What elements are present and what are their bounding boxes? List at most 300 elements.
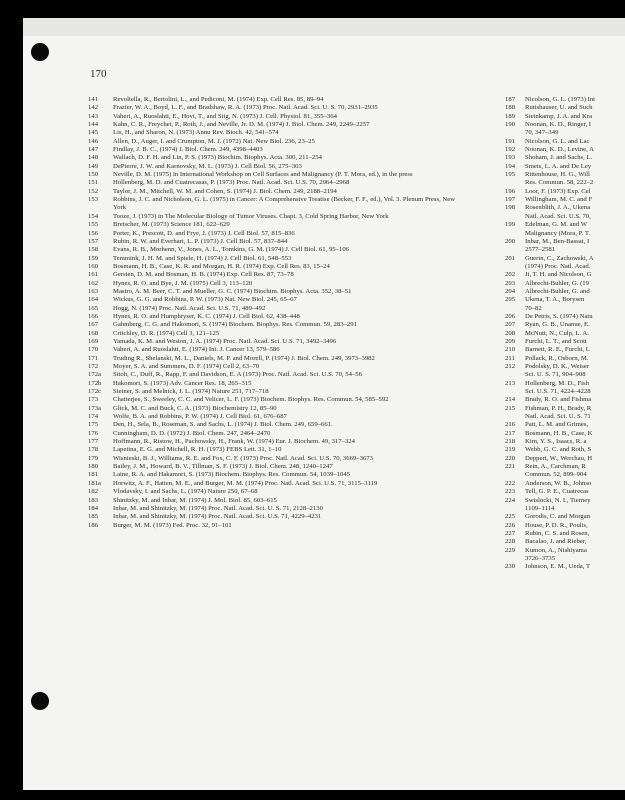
reference-text: Malignancy (Mora, P. T. (525, 229, 591, 237)
reference-entry (88, 296, 460, 304)
reference-text: Hollenberg, M. D. and Cuatrecasas, P. (1973) Proc. Natl. Acad. Sci. U.S. 70, 2964–2968 (113, 179, 350, 187)
references-right-column (505, 96, 623, 572)
reference-number: 223 (505, 488, 516, 496)
reference-entry (88, 371, 460, 379)
reference-text: Evans, R. B., Morhenn, V., Jones, A. L., Tomkins, G. M. (1974) J. Cell Biol. 61, 95–106 (113, 246, 350, 254)
reference-number: 156 (88, 229, 99, 237)
reference-number: 211 (505, 354, 515, 362)
reference-entry (88, 113, 460, 121)
reference-number: 207 (505, 321, 516, 329)
reference-text: Rubin, R. W. and Everhart, L. P. (1973) J. Cell Biol. 57, 837–844 (113, 237, 288, 245)
reference-entry (505, 138, 623, 146)
reference-entry (505, 280, 623, 288)
reference-entry (505, 463, 623, 471)
reference-number: 187 (505, 96, 516, 103)
reference-entry (88, 380, 460, 388)
reference-text: Hynes, R. O. and Bye, J. M. (1975) Cell 3, 113–120 (113, 279, 253, 287)
reference-text: Podolsky, D. K., Weiser (525, 363, 590, 370)
reference-text: Mastro, A. M. Beer, C. T. and Mueller, G. C. (1974) Biochim. Biophys. Acta. 352, 38–51 (113, 287, 352, 295)
reference-entry (505, 338, 623, 346)
reference-number: 216 (505, 421, 516, 429)
reference-entry (88, 271, 460, 279)
reference-text: Pollack, R., Osborn, M. (525, 354, 589, 362)
reference-number: 149 (88, 162, 99, 170)
reference-number: 203 (505, 279, 516, 287)
reference-entry (88, 138, 460, 146)
reference-number: 196 (505, 187, 516, 195)
reference-text: Patt, L. M. and Grimes, (525, 421, 589, 429)
reference-number: 148 (88, 154, 99, 162)
reference-text: Ukena, T. A., Borysen (525, 296, 585, 304)
reference-entry (505, 204, 623, 212)
reference-entry (88, 179, 460, 187)
reference-text: Ryan, G. B., Unanue, E. (525, 321, 590, 329)
reference-number: 167 (88, 321, 99, 329)
reference-text: Burger, M. M. (1973) Fed. Proc. 32, 91–101 (113, 521, 232, 529)
reference-text: Hollenberg, M. D., Fish (525, 379, 589, 387)
reference-entry (88, 96, 460, 104)
reference-text: Bretscher, M. (1973) Science 181, 622–629 (113, 221, 230, 229)
reference-entry (88, 121, 460, 129)
reference-entry (88, 346, 460, 354)
reference-number: 197 (505, 196, 516, 204)
reference-number: 220 (505, 454, 516, 462)
reference-number: 209 (505, 337, 516, 345)
reference-entry (505, 446, 623, 454)
reference-number: 151 (88, 179, 99, 187)
reference-text: Wisnieski, B. J., Williams, R. E. and Fox, C. F. (1973) Proc. Natl. Acad. Sci. U.S. 70, 3669–3673 (113, 454, 373, 462)
reference-number: 168 (88, 329, 99, 337)
reference-text: Guerin, C., Zachowski, A (525, 254, 594, 262)
reference-entry (88, 313, 460, 321)
reference-entry (88, 513, 460, 521)
reference-text: Inbar, M., Ben-Bassat, I (525, 237, 590, 245)
reference-number: 161 (88, 271, 99, 279)
reference-entry (505, 538, 623, 546)
reference-text: Neville, D. M. (1975) in International Workshop on Cell Surfaces and Malignancy (P. T. Mora, ed.), in the press (113, 171, 413, 179)
reference-text: Tooze, J. (1973) in The Molecular Biology of Tumor Viruses. Chapt. 3, Cold Spring Harbor, New York (113, 212, 389, 220)
reference-text: Kahn, C. R., Freychet, P., Roth, J., and Neville, Jr. D. M. (1974) J. Biol. Chem. 249, 2249–2257 (113, 121, 370, 129)
reference-entry (88, 163, 460, 171)
reference-entry (505, 488, 623, 496)
reference-number: 194 (505, 162, 516, 170)
reference-number: 219 (505, 446, 516, 454)
reference-number: 222 (505, 479, 516, 487)
reference-text: Johnson, E. M., Ueda, T (525, 563, 591, 571)
reference-entry (88, 146, 460, 154)
reference-number: 227 (505, 529, 516, 537)
reference-number: 181 (88, 471, 99, 479)
reference-number: 202 (505, 271, 516, 279)
reference-entry (505, 371, 623, 379)
reference-number (505, 129, 525, 137)
reference-entry (88, 196, 460, 213)
reference-number: 172c (88, 388, 101, 396)
reference-entry (505, 346, 623, 354)
reference-text: Nicolson, G. L. and Lac (525, 137, 590, 145)
reference-number: 169 (88, 337, 99, 345)
reference-text: Inbar, M. and Shinitzky, M. (1974) Proc. Natl. Acad. Sci. U.S. 71, 4229–4231 (113, 513, 322, 521)
reference-number: 181a (88, 479, 101, 487)
reference-entry (88, 263, 460, 271)
reference-text: Chatterjee, S., Sweeley, C. C. and Velicer, L. F. (1973) Biochem. Biophys. Res. Commun. 54, 585–592 (113, 396, 389, 404)
reference-number (505, 413, 525, 421)
reference-number: 171 (88, 354, 99, 362)
reference-entry (505, 497, 623, 505)
reference-text: Shinitzky, M. and Inbar, M. (1974) J. Mol. Biol. 85, 603–615 (113, 496, 277, 504)
reference-number: 188 (505, 104, 516, 112)
reference-number: 189 (505, 112, 516, 120)
reference-entry (505, 438, 623, 446)
reference-entry (505, 547, 623, 555)
reference-text: Edelman, G. M. and W (525, 221, 588, 229)
reference-text: Rittenhouse, H. G., Will (525, 171, 590, 179)
reference-number: 180 (88, 463, 99, 471)
reference-number: 155 (88, 221, 99, 229)
reference-entry (88, 338, 460, 346)
reference-number: 184 (88, 504, 99, 512)
reference-text: Temmink, J. H. M. and Spiele, H. (1974) J. Cell Biol. 61, 548–553 (113, 254, 292, 262)
reference-number: 217 (505, 429, 516, 437)
reference-entry (88, 154, 460, 162)
reference-text: Cunningham, D. D. (1972) J. Biol. Chem. 247, 2464–2470 (113, 429, 271, 437)
reference-number: 221 (505, 463, 516, 471)
reference-number: 166 (88, 312, 99, 320)
reference-entry (88, 171, 460, 179)
reference-text: Laine, R. A. and Hakamori, S. (1973) Biochem. Biophys. Res. Commun. 54, 1039–1045 (113, 471, 351, 479)
reference-number (505, 246, 525, 254)
reference-number: 154 (88, 212, 99, 220)
reference-entry (505, 396, 623, 404)
reference-text: Frazier, W. A., Boyd, L. F., and Bradshaw, R. A. (1973) Proc. Natl. Acad. Sci. U. S. 70, 2931–2935 (113, 104, 378, 112)
reference-number: 144 (88, 121, 99, 129)
reference-text: Lapetina, E. G. and Michell, R. H. (1973) FEBS Lett. 31, 1–10 (113, 446, 282, 454)
reference-text: 70, 347–349 (525, 129, 559, 137)
reference-text: 2577–2581 (525, 246, 556, 254)
reference-number: 165 (88, 304, 99, 312)
reference-entry (505, 96, 623, 104)
reference-text: De Petris, S. (1974) Natu (525, 312, 593, 320)
reference-text: Furcht, L. T., and Scott (525, 337, 587, 345)
reference-text: 70–82 (525, 304, 542, 312)
reference-text: Noonan, K. D., Ringer, I (525, 121, 592, 129)
reference-entry (88, 413, 460, 421)
reference-text: Vaheri, A., Ruoslahti, E., Hovi, T., and Stig, N. (1973) J. Cell. Physiol. 81, 355–364 (113, 112, 337, 120)
reference-number: 186 (88, 521, 99, 529)
reference-text: Anderson, W. B., Johnso (525, 479, 592, 487)
reference-number: 182 (88, 488, 99, 496)
reference-text: Sitoh, C., Duff, R., Rapp, F. and Davidson, E. A (1973) Proc. Natl. Acad. Sci. U.S. 70, 54–56 (113, 371, 362, 379)
reference-number: 174 (88, 413, 99, 421)
reference-number: 153 (88, 196, 99, 204)
reference-text: Robbins, J. C. and Nicholson, G. L. (1975) in Cancer: A Comprehensive Treatise (Becker, F. F., ed.), Vol. 3. Plenum Press, New York (113, 196, 456, 212)
reference-number: 195 (505, 171, 516, 179)
reference-text: Gahmberg, C. G. and Hakomori, S. (1974) Biochem. Biophys. Res. Commun. 59, 283–291 (113, 321, 357, 329)
reference-entry (88, 221, 460, 229)
reference-text: Moyer, S. A. and Summers, D. F. (1974) Cell 2, 63–70 (113, 363, 260, 370)
reference-text: House, P. D. R., Poulis, (525, 521, 588, 529)
reference-entry (505, 271, 623, 279)
reference-entry (88, 471, 460, 479)
reference-number (505, 471, 525, 479)
reference-text: Ji, T. H. and Nicolson, G (525, 271, 592, 279)
reference-text: Hogg, N. (1974) Proc. Natl. Acad. Sci. U.S. 71, 489–492 (113, 304, 266, 312)
reference-number: 185 (88, 513, 99, 521)
reference-number: 173a (88, 404, 101, 412)
reference-text: Smets, L. A. and De Ley (525, 162, 592, 170)
reference-number (505, 555, 525, 563)
reference-entry (88, 246, 460, 254)
reference-number (505, 230, 525, 238)
reference-text: Rein, A., Carchman, R (525, 463, 586, 471)
reference-number: 225 (505, 513, 516, 521)
reference-entry (505, 563, 623, 571)
reference-number: 204 (505, 287, 516, 295)
reference-text: Webb, G. C. and Roth, S (525, 446, 592, 454)
reference-text: Rutishauser, U. and Such (525, 104, 593, 112)
reference-number: 226 (505, 521, 516, 529)
reference-number: 206 (505, 312, 516, 320)
reference-entry (505, 471, 623, 479)
reference-entry (505, 146, 623, 154)
reference-number: 201 (505, 254, 516, 262)
reference-number: 205 (505, 296, 516, 304)
reference-text: Kim, Y. S., Isaacs, R. a (525, 438, 587, 446)
page-top-edge (23, 18, 625, 36)
reference-entry (505, 321, 623, 329)
reference-entry (505, 305, 623, 313)
reference-number: 213 (505, 379, 516, 387)
reference-entry (88, 405, 460, 413)
reference-number: 200 (505, 237, 516, 245)
reference-number: 208 (505, 329, 516, 337)
reference-number: 224 (505, 496, 516, 504)
reference-entry (505, 330, 623, 338)
reference-entry (88, 129, 460, 137)
reference-text: Gorodis, C. and Morgan (525, 513, 591, 521)
reference-number: 173 (88, 396, 99, 404)
reference-number: 163 (88, 287, 99, 295)
reference-entry (88, 330, 460, 338)
reference-text: Willingham, M. C. and F (525, 196, 593, 204)
reference-text: Wallach, D. F. H. and Lin, P. S. (1973) Biochim. Biophys. Acta. 300, 211–254 (113, 154, 322, 162)
reference-text: Tell, G. P. E., Cuatrecas (525, 488, 589, 496)
reference-text: Deppert, W., Werchau, H (525, 454, 593, 462)
reference-entry (505, 179, 623, 187)
reference-entry (505, 480, 623, 488)
reference-entry (88, 230, 460, 238)
reference-text: Hynes, R. O. and Humphryser, K. C. (1974) J. Cell Biol. 62, 438–448 (113, 312, 300, 320)
reference-entry (505, 288, 623, 296)
reference-text: Fishman, P. H., Brady, R (525, 404, 592, 412)
reference-text: Steinkamp, J. A. and Kra (525, 112, 593, 120)
reference-number: 176 (88, 429, 99, 437)
reference-entry (88, 396, 460, 404)
reference-text: Natl. Acad. Sci. U. S. 71 (525, 413, 591, 421)
reference-entry (505, 171, 623, 179)
reference-number (505, 305, 525, 313)
reference-entry (88, 355, 460, 363)
reference-text: Bosmann, H. B., Case, K (525, 429, 593, 437)
reference-text: Commun. 52, 899–904 (525, 471, 587, 479)
reference-number (505, 505, 525, 513)
reference-entry (505, 505, 623, 513)
reference-text: Rosenblith, J. A., Ukena (525, 204, 591, 212)
reference-text: Revoltella, R., Bertolini, L., and Pediconi, M. (1974) Exp. Cell Res. 85, 89–94 (113, 96, 324, 103)
reference-entry (88, 455, 460, 463)
reference-text: Critchley, D. R. (1974) Cell 3, 121–125 (113, 329, 220, 337)
reference-text: Loor, F. (1973) Exp. Cel (525, 187, 591, 195)
reference-text: Hoffmann, R., Ristow, H., Pachowsky, H., Frank, W. (1974) Eur. J. Biochem. 49, 317–324 (113, 438, 355, 446)
reference-text: Taylor, J. M., Mitchell, W. M. and Cohen, S. (1974) J. Biol. Chem. 249, 2188–2194 (113, 187, 337, 195)
reference-entry (88, 363, 460, 371)
document-page (23, 18, 625, 790)
reference-entry (505, 405, 623, 413)
reference-text: Barnett, R. E., Furcht, L (525, 346, 590, 354)
reference-entry (88, 480, 460, 488)
reference-entry (88, 255, 460, 263)
reference-text: Swislocki, N. I., Tierney (525, 496, 591, 504)
reference-text: Truding R., Shelanski, M. L., Daniels, M. P. and Morell, P. (1974) J. Biol. Chem. 249, 3973–3982 (113, 354, 375, 362)
reference-number: 172 (88, 363, 99, 370)
reference-entry (505, 129, 623, 137)
reference-text: Horwitz, A. F., Hatten, M. E., and Burger, M. M. (1974) Proc. Natl. Acad. Sci. U.S. 71, 3115–3119 (113, 479, 378, 487)
reference-entry (505, 355, 623, 363)
reference-entry (505, 430, 623, 438)
reference-text: Allen, D., Auger, I. and Crumpton, M. J. (1972) Nat. New Biol. 236, 23–25 (113, 137, 315, 145)
reference-entry (88, 421, 460, 429)
punch-hole-top (31, 43, 49, 61)
reference-text: Hakomori, S. (1973) Adv. Cancer Res. 18, 265–315 (113, 379, 252, 387)
reference-text: Vaheri, A. and Ruoslahti, E. (1974) Int. J. Cancer 13, 579–586 (113, 346, 280, 354)
reference-number: 142 (88, 104, 99, 112)
reference-number: 145 (88, 129, 99, 137)
reference-entry (505, 255, 623, 263)
reference-number: 192 (505, 146, 516, 154)
punch-hole-bottom (31, 692, 49, 710)
reference-entry (88, 280, 460, 288)
reference-entry (505, 221, 623, 229)
reference-entry (505, 522, 623, 530)
reference-number: 152 (88, 187, 99, 195)
reference-entry (505, 555, 623, 563)
reference-text: Albrecht-Buhler, G. and (525, 287, 590, 295)
reference-number: 198 (505, 204, 516, 212)
reference-number: 175 (88, 421, 99, 429)
reference-number (505, 213, 525, 221)
reference-number: 218 (505, 438, 516, 446)
reference-entry (505, 413, 623, 421)
reference-number: 170 (88, 346, 99, 354)
reference-entry (505, 230, 623, 238)
reference-number: 230 (505, 563, 516, 571)
reference-number: 210 (505, 346, 516, 354)
reference-text: Shoham, J. and Sachs, L. (525, 154, 593, 162)
reference-text: Sci. U.S. 71, 4224–4228 (525, 388, 591, 396)
reference-entry (88, 238, 460, 246)
reference-number: 215 (505, 404, 516, 412)
reference-text: DePierre, J. W. and Karnovsky, M. L. (1973) J. Cell Biol. 56, 275–303 (113, 162, 302, 170)
reference-text: Bacalao, J. and Rieber, (525, 538, 587, 546)
reference-entry (88, 497, 460, 505)
reference-entry (505, 455, 623, 463)
reference-number: 179 (88, 454, 99, 462)
reference-text: Brady, R. O. and Fishma (525, 396, 592, 404)
reference-text: Gersten, D. M. and Bosman, H. B. (1974) Exp. Cell Res. 87, 73–78 (113, 271, 294, 279)
reference-entry (88, 305, 460, 313)
reference-entry (88, 321, 460, 329)
reference-entry (505, 213, 623, 221)
reference-text: Bosmann, H. B., Case, K. R. and Morgan, H. R. (1974) Exp. Cell Res. 83, 15–24 (113, 262, 330, 270)
reference-entry (505, 421, 623, 429)
reference-text: Rubin, C. S. and Rosen, (525, 529, 590, 537)
reference-entry (88, 505, 460, 513)
reference-text: Nicolson, G. L. (1973) Int (525, 96, 596, 103)
reference-entry (88, 388, 460, 396)
reference-text: Vlodavsky, I. and Sachs, L. (1974) Nature 250, 67–68 (113, 488, 258, 496)
reference-text: Albrecht-Buhler, G. (19 (525, 279, 589, 287)
reference-entry (505, 163, 623, 171)
reference-entry (88, 213, 460, 221)
reference-entry (505, 530, 623, 538)
reference-text: Lis, H., and Sharon, N. (1973) Annu Rev. Bioch. 42, 541–574 (113, 129, 279, 137)
reference-text: Sci. U. S. 71, 904–908 (525, 371, 586, 379)
reference-entry (505, 363, 623, 371)
reference-entry (88, 438, 460, 446)
page-number: 170 (90, 68, 107, 80)
reference-entry (88, 488, 460, 496)
reference-entry (505, 121, 623, 129)
reference-entry (505, 154, 623, 162)
reference-text: Yamada, K. M. and Weston, J. A. (1974) Proc. Natl. Acad. Sci. U.S. 71, 3492–3496 (113, 337, 337, 345)
reference-text: Kumon, A., Nishiyama (525, 546, 587, 554)
reference-number (505, 179, 525, 187)
reference-entry (505, 196, 623, 204)
reference-number: 150 (88, 171, 99, 179)
reference-entry (88, 288, 460, 296)
reference-text: Wolfe, B. A. and Robbins, P. W. (1974) J. Cell Biol. 61, 676–687 (113, 413, 287, 421)
reference-number: 160 (88, 262, 99, 270)
reference-number: 164 (88, 296, 99, 304)
reference-text: (1974) Proc. Natl. Acad. (525, 262, 591, 270)
reference-number: 158 (88, 246, 99, 254)
reference-text: 1109–1114 (525, 504, 555, 512)
reference-number (505, 388, 525, 396)
reference-number (505, 371, 525, 379)
reference-number: 229 (505, 546, 516, 554)
reference-number: 146 (88, 137, 99, 145)
references-left-column (88, 96, 460, 530)
reference-text: Steiner, S. and Melnick, J. L. (1974) Nature 251, 717–718 (113, 388, 269, 396)
reference-entry (505, 313, 623, 321)
reference-entry (505, 246, 623, 254)
reference-number: 190 (505, 121, 516, 129)
reference-text: Wickus, G. G. and Robbins, P. W. (1973) Nat. New Biol. 245, 65–67 (113, 296, 297, 304)
reference-entry (88, 430, 460, 438)
reference-text: Den, H., Sela, B., Roseman, S. and Sachs, L. (1974) J. Biol. Chem. 249, 659–661. (113, 421, 333, 429)
reference-number: 212 (505, 363, 516, 370)
reference-text: Porter, K., Prescott, D. and Frye, J. (1973) J. Cell Biol. 57, 815–836 (113, 229, 295, 237)
reference-entry (505, 513, 623, 521)
reference-entry (505, 296, 623, 304)
reference-number: 172b (88, 379, 102, 387)
reference-number: 183 (88, 496, 99, 504)
reference-text: Findlay, J. B. C., (1974) J. Biol. Chem. 249, 4398–4403 (113, 146, 263, 154)
reference-entry (88, 522, 460, 530)
reference-number: 177 (88, 438, 99, 446)
reference-number: 162 (88, 279, 99, 287)
reference-text: Bailey, J. M., Howard, B. V., Tillman, S. F. (1973) J. Biol. Chem. 248, 1240–1247 (113, 463, 333, 471)
